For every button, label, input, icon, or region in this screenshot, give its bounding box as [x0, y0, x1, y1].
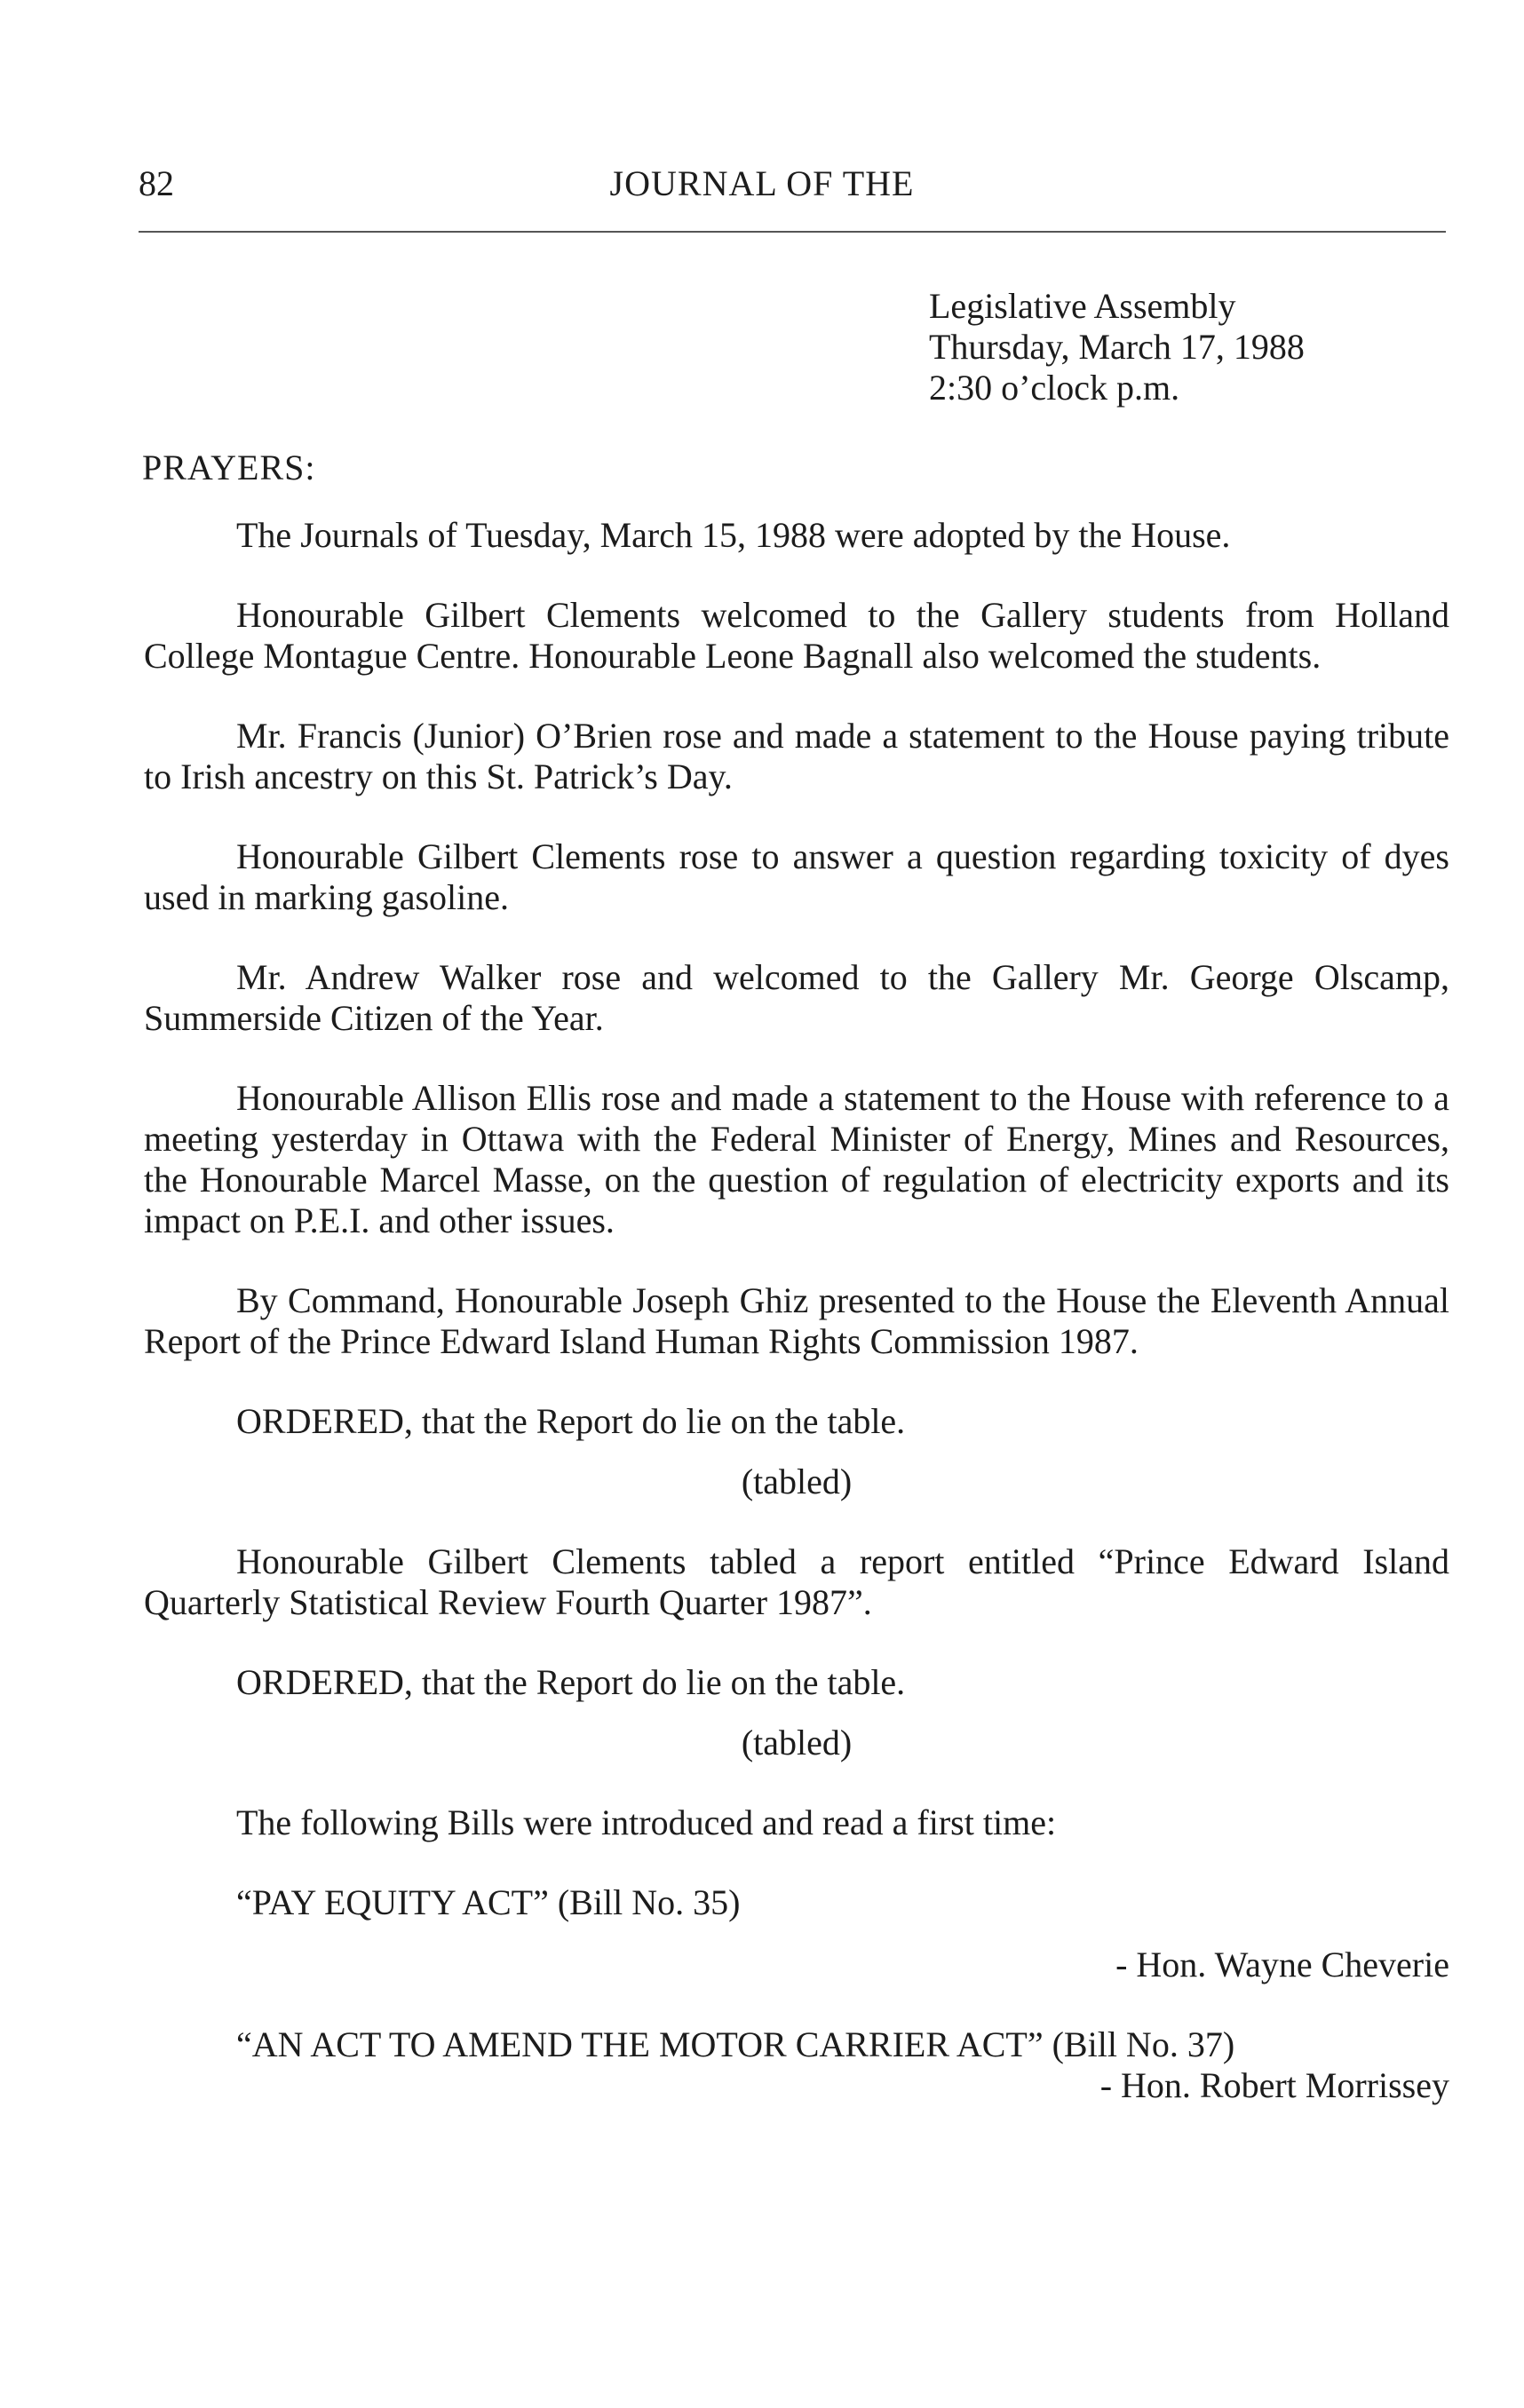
bill-title: “PAY EQUITY ACT” (Bill No. 35) [236, 1882, 741, 1922]
paragraph-welcome-students: Honourable Gilbert Clements welcomed to the Gallery students from Holland College Montague Centre. Honourable Leone Bagnall also welcomed the students. [144, 595, 1449, 676]
ordered-line: ORDERED, that the Report do lie on the table. [236, 1401, 906, 1441]
paragraph-ghiz: By Command, Honourable Joseph Ghiz presented to the House the Eleventh Annual Report of the Prince Edward Island Human Rights Commission 1987. [144, 1280, 1449, 1361]
ordered-line: ORDERED, that the Report do lie on the table. [236, 1662, 906, 1702]
paragraph-walker: Mr. Andrew Walker rose and welcomed to the Gallery Mr. George Olscamp, Summerside Citizen of the Year. [144, 957, 1449, 1038]
sitting-date: Thursday, March 17, 1988 [929, 327, 1305, 367]
paragraph-ellis: Honourable Allison Ellis rose and made a statement to the House with reference to a meeting yesterday in Ottawa with the Federal Minister of Energy, Mines and Resources, the Honourable Marcel Masse, on the question of regulation of electricity exports and its impact on P.E.I. and other issues. [144, 1078, 1449, 1240]
sitting-body: Legislative Assembly [929, 286, 1236, 326]
bill-title: “AN ACT TO AMEND THE MOTOR CARRIER ACT” (Bill No. 37) [236, 2024, 1235, 2064]
header-rule [139, 231, 1446, 233]
prayers-heading: PRAYERS: [142, 448, 316, 487]
tabled-note: (tabled) [741, 1723, 853, 1762]
paragraph-toxicity: Honourable Gilbert Clements rose to answer a question regarding toxicity of dyes used in marking gasoline. [144, 836, 1449, 917]
bill-sponsor: - Hon. Robert Morrissey [1099, 2065, 1449, 2105]
tabled-note: (tabled) [741, 1461, 853, 1501]
sitting-block [929, 286, 1305, 408]
sitting-time: 2:30 o’clock p.m. [929, 368, 1180, 408]
paragraph-bills-intro: The following Bills were introduced and read a first time: [236, 1802, 1057, 1842]
page-number: 82 [139, 163, 174, 203]
paragraph-journals: The Journals of Tuesday, March 15, 1988 were adopted by the House. [236, 515, 1231, 555]
paragraph-obrien: Mr. Francis (Junior) O’Brien rose and made a statement to the House paying tribute to Irish ancestry on this St. Patrick’s Day. [144, 716, 1449, 796]
journal-body [144, 515, 1449, 2145]
running-head: JOURNAL OF THE [609, 163, 915, 203]
paragraph-clements-report: Honourable Gilbert Clements tabled a report entitled “Prince Edward Island Quarterly Statistical Review Fourth Quarter 1987”. [144, 1541, 1449, 1622]
bill-sponsor: - Hon. Wayne Cheverie [1115, 1945, 1449, 1984]
